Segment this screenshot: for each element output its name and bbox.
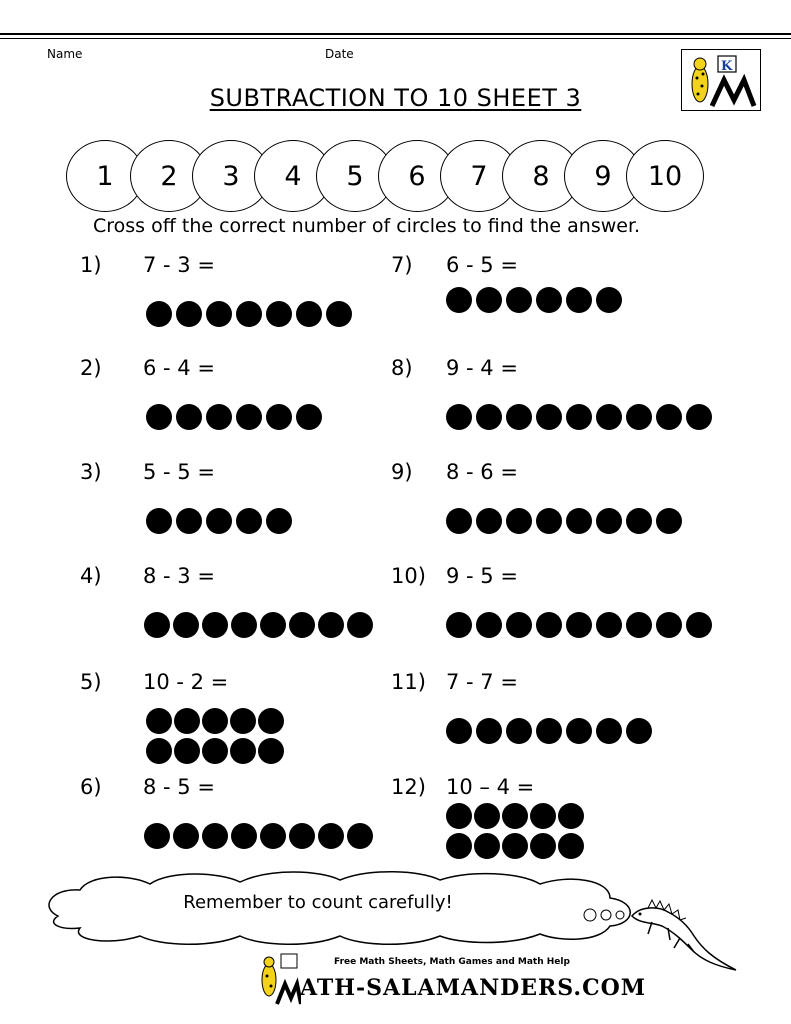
- top-rule-thin: [0, 38, 791, 39]
- count-circle[interactable]: [326, 301, 352, 327]
- problem-equation: 8 - 6 =: [446, 460, 518, 484]
- count-circle[interactable]: [566, 718, 592, 744]
- number-circle: 6: [378, 140, 456, 212]
- date-label: Date: [325, 47, 354, 61]
- count-circle[interactable]: [530, 833, 556, 859]
- count-circle[interactable]: [146, 708, 172, 734]
- problem-equation: 9 - 4 =: [446, 356, 518, 380]
- count-circle[interactable]: [536, 287, 562, 313]
- problem-equation: 5 - 5 =: [143, 460, 215, 484]
- logo-letter: K: [721, 59, 733, 74]
- problem-number: 7): [391, 253, 413, 277]
- count-circle[interactable]: [446, 803, 472, 829]
- problem-equation: 6 - 4 =: [143, 356, 215, 380]
- count-circle[interactable]: [176, 508, 202, 534]
- count-circle[interactable]: [258, 738, 284, 764]
- count-circle[interactable]: [446, 287, 472, 313]
- problem-equation: 7 - 3 =: [143, 253, 215, 277]
- count-circle[interactable]: [206, 301, 232, 327]
- count-circle[interactable]: [626, 612, 652, 638]
- count-circle[interactable]: [656, 404, 682, 430]
- count-circle[interactable]: [446, 404, 472, 430]
- count-circle[interactable]: [236, 404, 262, 430]
- problem-number: 2): [80, 356, 102, 380]
- count-circle[interactable]: [566, 404, 592, 430]
- problem-number: 5): [80, 670, 102, 694]
- number-circle: 7: [440, 140, 518, 212]
- count-circle[interactable]: [347, 612, 373, 638]
- number-circle: 5: [316, 140, 394, 212]
- count-circle[interactable]: [236, 301, 262, 327]
- count-circle[interactable]: [536, 612, 562, 638]
- number-circle: 3: [192, 140, 270, 212]
- count-circle[interactable]: [202, 708, 228, 734]
- problem-equation: 10 – 4 =: [446, 775, 535, 799]
- count-circle[interactable]: [446, 718, 472, 744]
- count-circle[interactable]: [686, 612, 712, 638]
- count-circle[interactable]: [502, 803, 528, 829]
- count-circle[interactable]: [230, 738, 256, 764]
- count-circle[interactable]: [202, 738, 228, 764]
- count-circle[interactable]: [566, 287, 592, 313]
- count-circle[interactable]: [506, 612, 532, 638]
- problem-number: 11): [391, 670, 426, 694]
- count-circle[interactable]: [289, 823, 315, 849]
- count-circle[interactable]: [596, 508, 622, 534]
- count-circle[interactable]: [596, 404, 622, 430]
- count-circle[interactable]: [146, 738, 172, 764]
- footer-tagline: Free Math Sheets, Math Games and Math Help: [334, 957, 570, 967]
- count-circle[interactable]: [266, 301, 292, 327]
- problem-equation: 8 - 5 =: [143, 775, 215, 799]
- problem-number: 1): [80, 253, 102, 277]
- count-circle[interactable]: [144, 612, 170, 638]
- count-circle[interactable]: [506, 287, 532, 313]
- name-label: Name: [47, 47, 83, 61]
- count-circle[interactable]: [173, 823, 199, 849]
- count-circle[interactable]: [446, 612, 472, 638]
- count-circle[interactable]: [476, 718, 502, 744]
- count-circle[interactable]: [530, 803, 556, 829]
- count-circle[interactable]: [266, 404, 292, 430]
- worksheet-title: SUBTRACTION TO 10 SHEET 3: [209, 84, 582, 112]
- count-circle[interactable]: [347, 823, 373, 849]
- count-circle[interactable]: [202, 823, 228, 849]
- problem-equation: 9 - 5 =: [446, 564, 518, 588]
- problem-equation: 8 - 3 =: [143, 564, 215, 588]
- problem-number: 10): [391, 564, 426, 588]
- problem-number: 3): [80, 460, 102, 484]
- count-circle[interactable]: [206, 508, 232, 534]
- count-circle[interactable]: [231, 823, 257, 849]
- problem-number: 12): [391, 775, 426, 799]
- count-circle[interactable]: [558, 803, 584, 829]
- reminder-text: Remember to count carefully!: [183, 892, 453, 913]
- count-circle[interactable]: [474, 803, 500, 829]
- problem-number: 9): [391, 460, 413, 484]
- count-circle[interactable]: [289, 612, 315, 638]
- count-circle[interactable]: [502, 833, 528, 859]
- number-line: [66, 140, 706, 216]
- count-circle[interactable]: [146, 301, 172, 327]
- problem-equation: 6 - 5 =: [446, 253, 518, 277]
- problem-number: 4): [80, 564, 102, 588]
- problem-equation: 10 - 2 =: [143, 670, 229, 694]
- count-circle[interactable]: [231, 612, 257, 638]
- count-circle[interactable]: [296, 404, 322, 430]
- count-circle[interactable]: [476, 287, 502, 313]
- count-circle[interactable]: [476, 612, 502, 638]
- top-rule: [0, 33, 791, 35]
- count-circle[interactable]: [260, 823, 286, 849]
- salamander-illustration: [628, 892, 740, 976]
- number-circle: 10: [626, 140, 704, 212]
- count-circle[interactable]: [260, 612, 286, 638]
- count-circle[interactable]: [173, 612, 199, 638]
- number-circle: 8: [502, 140, 580, 212]
- count-circle[interactable]: [206, 404, 232, 430]
- count-circle[interactable]: [176, 404, 202, 430]
- count-circle[interactable]: [536, 508, 562, 534]
- count-circle[interactable]: [236, 508, 262, 534]
- number-circle: 4: [254, 140, 332, 212]
- count-circle[interactable]: [626, 404, 652, 430]
- count-circle[interactable]: [566, 508, 592, 534]
- count-circle[interactable]: [656, 612, 682, 638]
- count-circle[interactable]: [506, 508, 532, 534]
- count-circle[interactable]: [202, 612, 228, 638]
- count-circle[interactable]: [174, 738, 200, 764]
- count-circle[interactable]: [476, 404, 502, 430]
- count-circle[interactable]: [536, 404, 562, 430]
- count-circle[interactable]: [596, 612, 622, 638]
- number-circle: 9: [564, 140, 642, 212]
- count-circle[interactable]: [476, 508, 502, 534]
- count-circle[interactable]: [626, 718, 652, 744]
- number-circle: 1: [66, 140, 144, 212]
- count-circle[interactable]: [558, 833, 584, 859]
- count-circle[interactable]: [318, 612, 344, 638]
- count-circle[interactable]: [174, 708, 200, 734]
- count-circle[interactable]: [656, 508, 682, 534]
- count-circle[interactable]: [566, 612, 592, 638]
- count-circle[interactable]: [296, 301, 322, 327]
- count-circle[interactable]: [266, 508, 292, 534]
- count-circle[interactable]: [446, 833, 472, 859]
- count-circle[interactable]: [258, 708, 284, 734]
- count-circle[interactable]: [176, 301, 202, 327]
- problem-number: 6): [80, 775, 102, 799]
- count-circle[interactable]: [230, 708, 256, 734]
- count-circle[interactable]: [146, 508, 172, 534]
- footer-brand: ATH-SALAMANDERS.COM: [300, 975, 647, 1001]
- instructions: Cross off the correct number of circles to find the answer.: [93, 215, 641, 237]
- footer-salamander-logo: [255, 950, 301, 1006]
- count-circle[interactable]: [506, 718, 532, 744]
- count-circle[interactable]: [686, 404, 712, 430]
- count-circle[interactable]: [596, 718, 622, 744]
- number-circle: 2: [130, 140, 208, 212]
- count-circle[interactable]: [536, 718, 562, 744]
- problem-number: 8): [391, 356, 413, 380]
- count-circle[interactable]: [446, 508, 472, 534]
- count-circle[interactable]: [146, 404, 172, 430]
- count-circle[interactable]: [318, 823, 344, 849]
- problem-equation: 7 - 7 =: [446, 670, 518, 694]
- count-circle[interactable]: [596, 287, 622, 313]
- count-circle[interactable]: [474, 833, 500, 859]
- count-circle[interactable]: [506, 404, 532, 430]
- count-circle[interactable]: [144, 823, 170, 849]
- count-circle[interactable]: [626, 508, 652, 534]
